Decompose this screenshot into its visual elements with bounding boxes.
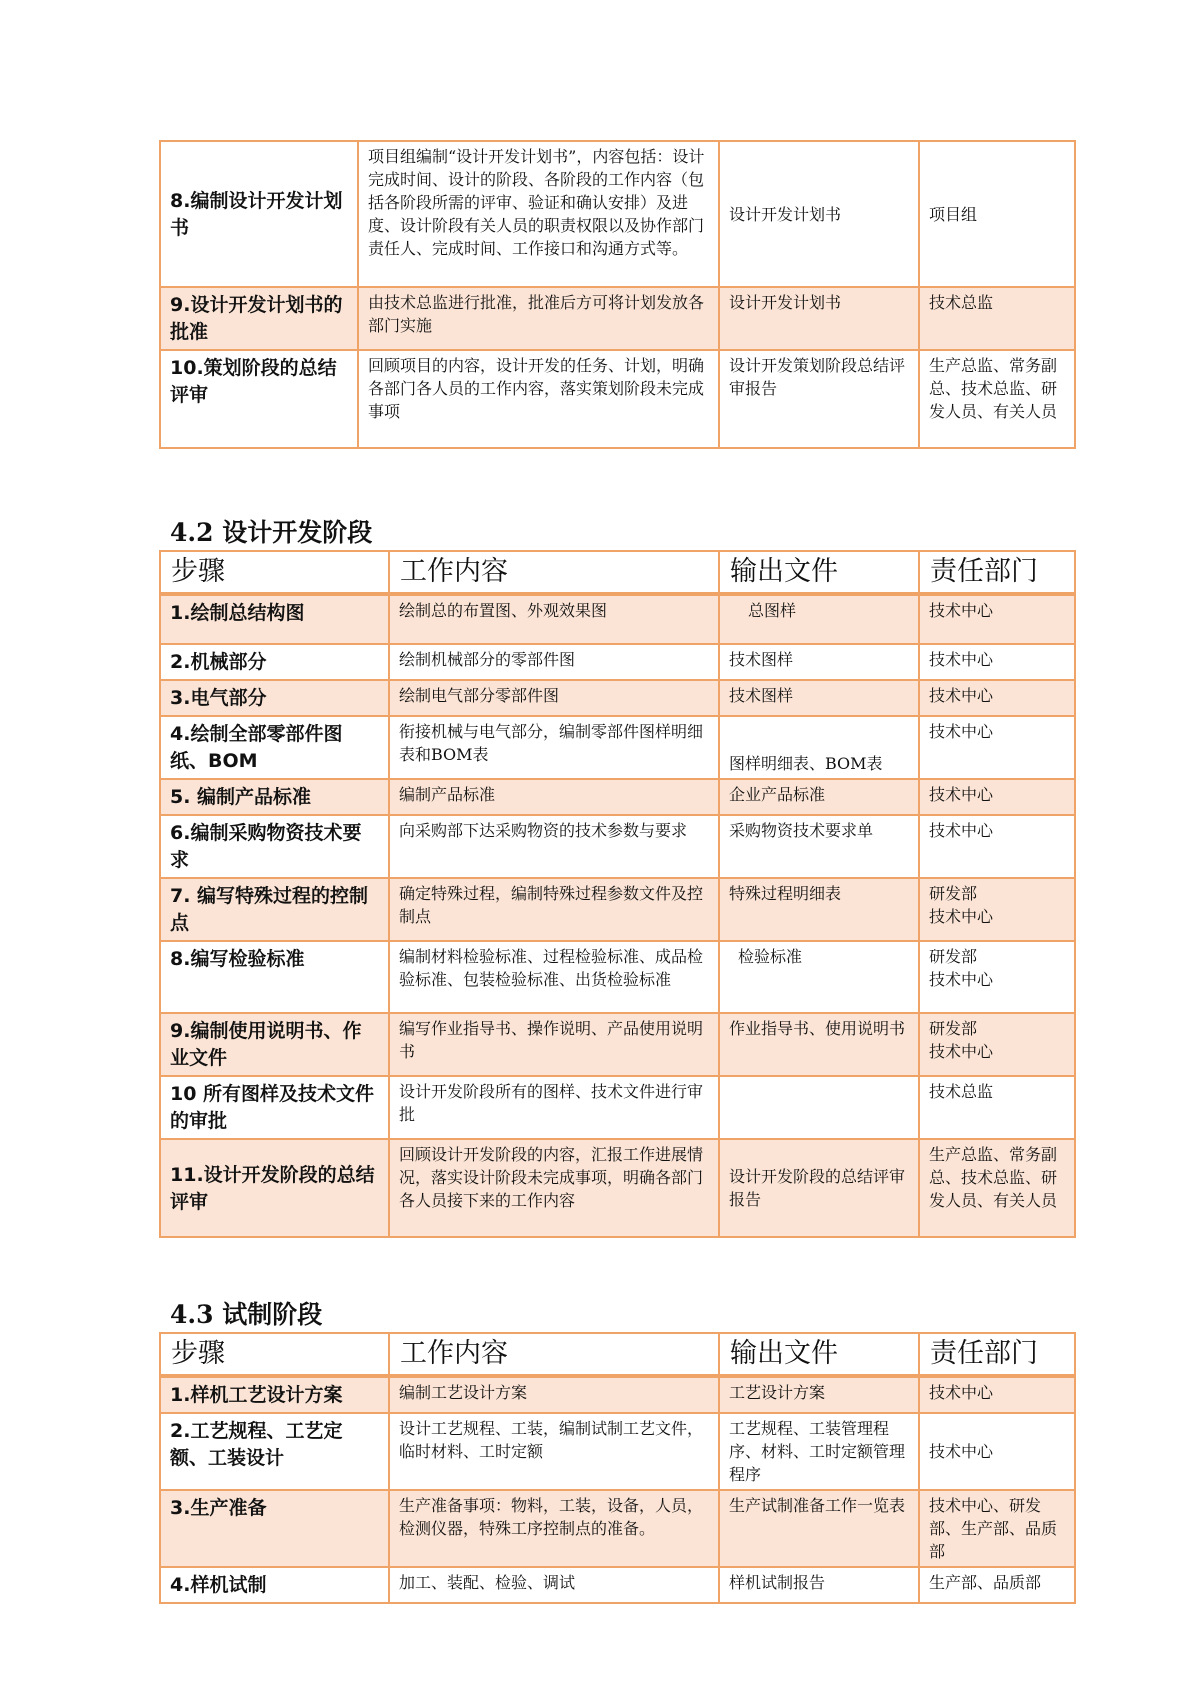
table-row xyxy=(160,1490,1075,1567)
content-cell: 确定特殊过程，编制特殊过程参数文件及控制点 xyxy=(389,878,719,941)
dept-cell: 技术中心、研发部、生产部、品质部 xyxy=(919,1490,1075,1567)
content-cell: 编制材料检验标准、过程检验标准、成品检验标准、包装检验标准、出货检验标准 xyxy=(389,941,719,1013)
step-cell: 7. 编写特殊过程的控制点 xyxy=(160,878,389,941)
dept-cell: 技术总监 xyxy=(919,287,1075,350)
dept-cell xyxy=(919,1013,1075,1076)
output-cell: 设计开发计划书 xyxy=(719,141,919,287)
table-row xyxy=(160,815,1075,878)
dept-line: 技术中心 xyxy=(929,1042,994,1061)
output-cell: 工艺设计方案 xyxy=(719,1376,919,1413)
table-row xyxy=(160,716,1075,779)
output-cell: 设计开发计划书 xyxy=(719,287,919,350)
content-cell: 绘制总的布置图、外观效果图 xyxy=(389,594,719,644)
table-row xyxy=(160,1013,1075,1076)
table-row xyxy=(160,779,1075,815)
dept-cell: 技术总监 xyxy=(919,1076,1075,1139)
output-cell: 技术图样 xyxy=(719,644,919,680)
output-cell: 设计开发策划阶段总结评审报告 xyxy=(719,350,919,448)
table-header-row xyxy=(160,1333,1075,1376)
content-cell: 向采购部下达采购物资的技术参数与要求 xyxy=(389,815,719,878)
step-cell: 2.工艺规程、工艺定额、工装设计 xyxy=(160,1413,389,1490)
table-row xyxy=(160,287,1075,350)
output-cell: 采购物资技术要求单 xyxy=(719,815,919,878)
table-row xyxy=(160,878,1075,941)
content-cell: 回顾设计开发阶段的内容，汇报工作进展情况，落实设计阶段未完成事项，明确各部门各人员接下来的工作内容 xyxy=(389,1139,719,1237)
content-cell: 设计工艺规程、工装，编制试制工艺文件，临时材料、工时定额 xyxy=(389,1413,719,1490)
table-row xyxy=(160,941,1075,1013)
step-cell: 2.机械部分 xyxy=(160,644,389,680)
step-cell: 8.编制设计开发计划书 xyxy=(160,141,358,287)
output-cell: 图样明细表、BOM表 xyxy=(719,716,919,779)
planning-stage-table xyxy=(159,140,1076,449)
step-cell: 1.样机工艺设计方案 xyxy=(160,1376,389,1413)
step-cell: 3.生产准备 xyxy=(160,1490,389,1567)
section-heading-4-3: 4.3 试制阶段 xyxy=(170,1300,323,1329)
step-cell: 6.编制采购物资技术要求 xyxy=(160,815,389,878)
dept-cell: 技术中心 xyxy=(919,680,1075,716)
step-cell: 4.绘制全部零部件图纸、BOM xyxy=(160,716,389,779)
design-stage-table xyxy=(159,550,1076,1238)
content-cell: 衔接机械与电气部分，编制零部件图样明细表和BOM表 xyxy=(389,716,719,779)
dept-cell: 技术中心 xyxy=(919,1376,1075,1413)
step-cell: 4.样机试制 xyxy=(160,1567,389,1603)
table-row xyxy=(160,141,1075,287)
table-row xyxy=(160,1376,1075,1413)
step-cell: 11.设计开发阶段的总结评审 xyxy=(160,1139,389,1237)
step-cell: 8.编写检验标准 xyxy=(160,941,389,1013)
output-cell: 检验标准 xyxy=(719,941,919,1013)
dept-cell xyxy=(919,941,1075,1013)
output-cell: 作业指导书、使用说明书 xyxy=(719,1013,919,1076)
step-cell: 9.编制使用说明书、作业文件 xyxy=(160,1013,389,1076)
output-cell: 企业产品标准 xyxy=(719,779,919,815)
dept-cell: 项目组 xyxy=(919,141,1075,287)
content-cell: 绘制机械部分的零部件图 xyxy=(389,644,719,680)
section-heading-4-2: 4.2 设计开发阶段 xyxy=(170,518,373,547)
header-dept: 责任部门 xyxy=(919,1333,1075,1376)
step-cell: 10 所有图样及技术文件的审批 xyxy=(160,1076,389,1139)
content-cell: 生产准备事项：物料，工装，设备，人员，检测仪器，特殊工序控制点的准备。 xyxy=(389,1490,719,1567)
table-row xyxy=(160,1076,1075,1139)
table-row xyxy=(160,1413,1075,1490)
output-cell: 设计开发阶段的总结评审报告 xyxy=(719,1139,919,1237)
table-row xyxy=(160,350,1075,448)
content-cell: 编写作业指导书、操作说明、产品使用说明书 xyxy=(389,1013,719,1076)
dept-line: 研发部 xyxy=(929,1019,978,1038)
table-row xyxy=(160,1567,1075,1603)
dept-line: 研发部 xyxy=(929,884,978,903)
content-cell: 绘制电气部分零部件图 xyxy=(389,680,719,716)
table-row xyxy=(160,680,1075,716)
step-cell: 10.策划阶段的总结评审 xyxy=(160,350,358,448)
dept-cell: 生产总监、常务副总、技术总监、研发人员、有关人员 xyxy=(919,350,1075,448)
step-cell: 3.电气部分 xyxy=(160,680,389,716)
dept-cell: 生产部、品质部 xyxy=(919,1567,1075,1603)
header-output: 输出文件 xyxy=(719,551,919,594)
table-row xyxy=(160,644,1075,680)
dept-cell: 技术中心 xyxy=(919,594,1075,644)
content-cell: 回顾项目的内容，设计开发的任务、计划，明确各部门各人员的工作内容，落实策划阶段未完成事项 xyxy=(358,350,719,448)
step-cell: 9.设计开发计划书的批准 xyxy=(160,287,358,350)
output-cell: 总图样 xyxy=(719,594,919,644)
output-cell: 特殊过程明细表 xyxy=(719,878,919,941)
output-cell xyxy=(719,1076,919,1139)
step-cell: 1.绘制总结构图 xyxy=(160,594,389,644)
trial-stage-table xyxy=(159,1332,1076,1604)
header-step: 步骤 xyxy=(160,1333,389,1376)
dept-cell: 技术中心 xyxy=(919,644,1075,680)
dept-line: 技术中心 xyxy=(929,907,994,926)
table-header-row xyxy=(160,551,1075,594)
content-cell: 由技术总监进行批准，批准后方可将计划发放各部门实施 xyxy=(358,287,719,350)
dept-cell: 生产总监、常务副总、技术总监、研发人员、有关人员 xyxy=(919,1139,1075,1237)
content-cell: 编制产品标准 xyxy=(389,779,719,815)
dept-cell: 技术中心 xyxy=(919,815,1075,878)
content-cell: 项目组编制“设计开发计划书”，内容包括：设计完成时间、设计的阶段、各阶段的工作内容（包括各阶段所需的评审、验证和确认安排）及进度、设计阶段有关人员的职责权限以及协作部门责任人、完成时间、工作接口和沟通方式等。 xyxy=(358,141,719,287)
content-cell: 加工、装配、检验、调试 xyxy=(389,1567,719,1603)
dept-cell xyxy=(919,878,1075,941)
table-row xyxy=(160,594,1075,644)
output-cell: 技术图样 xyxy=(719,680,919,716)
dept-cell: 技术中心 xyxy=(919,1413,1075,1490)
header-dept: 责任部门 xyxy=(919,551,1075,594)
content-cell: 编制工艺设计方案 xyxy=(389,1376,719,1413)
header-step: 步骤 xyxy=(160,551,389,594)
dept-line: 研发部 xyxy=(929,947,978,966)
dept-cell: 技术中心 xyxy=(919,779,1075,815)
header-output: 输出文件 xyxy=(719,1333,919,1376)
output-cell: 工艺规程、工装管理程序、材料、工时定额管理程序 xyxy=(719,1413,919,1490)
dept-line: 技术中心 xyxy=(929,970,994,989)
header-content: 工作内容 xyxy=(389,551,719,594)
output-cell: 样机试制报告 xyxy=(719,1567,919,1603)
dept-cell: 技术中心 xyxy=(919,716,1075,779)
step-cell: 5. 编制产品标准 xyxy=(160,779,389,815)
table-row xyxy=(160,1139,1075,1237)
content-cell: 设计开发阶段所有的图样、技术文件进行审批 xyxy=(389,1076,719,1139)
header-content: 工作内容 xyxy=(389,1333,719,1376)
output-cell: 生产试制准备工作一览表 xyxy=(719,1490,919,1567)
